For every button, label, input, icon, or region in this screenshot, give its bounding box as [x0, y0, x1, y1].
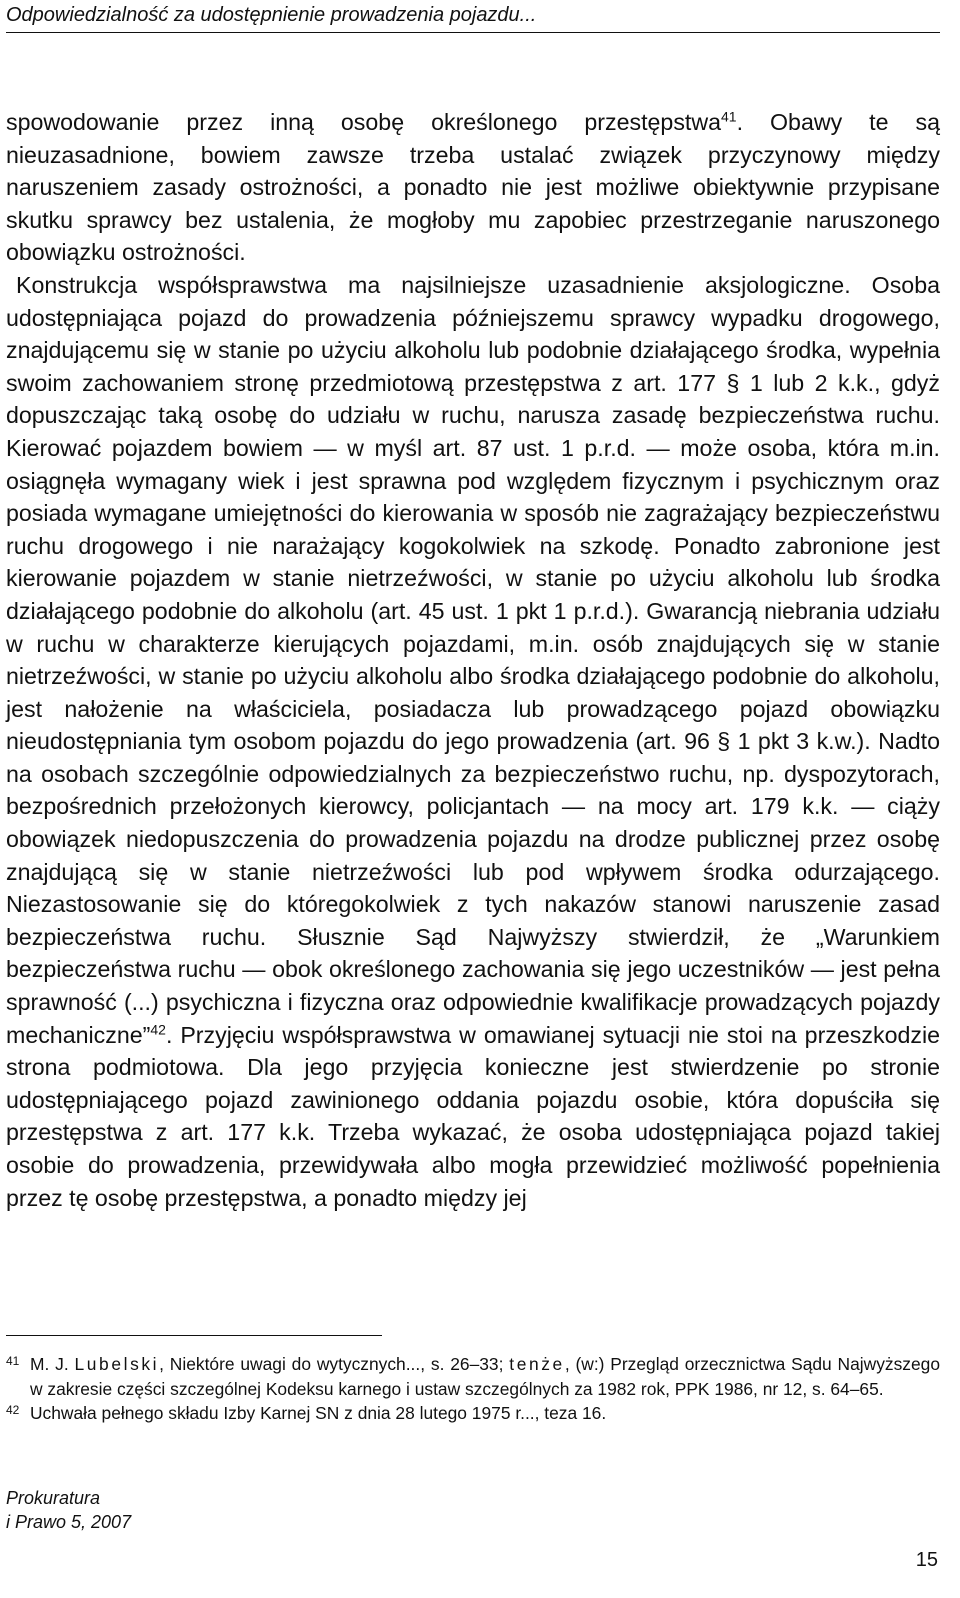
paragraph-2-text-d: . Przyjęciu współsprawstwa w omawianej sytuacji nie stoi na przeszkodzie strona podmiotowa. Dla jego przyjęcia konieczne jest stwierdzenie po stronie udostępniającego pojazd zawinionego oddania pojazdu osobie, która dopuściła się przestępstwa z art. 177 k.k. Trzeba wykazać, że osoba udostępniająca pojazd takiej osobie do prowadzenia, przewidywała albo mogła przewidzieć możliwość popełnienia przez tę osobę przestępstwa, a ponadto między jej	[6, 1021, 940, 1211]
footnote-41-tenze: tenże	[509, 1354, 565, 1374]
journal-issue: i Prawo 5, 2007	[6, 1512, 132, 1532]
journal-footer	[6, 1486, 131, 1534]
paragraph-1-text-a: spowodowanie przez inną osobę określonego przestępstwa	[6, 109, 722, 135]
footnote-41-part-b: , Niektóre uwagi do wytycznych..., s. 26–33;	[159, 1354, 510, 1374]
paragraph-2-text-c: 1 pkt 3 k.w.). Nadto na osobach szczególnie odpowiedzialnych za bezpieczeństwo ruchu, np. dyspozytorach, bezpośrednich przełożonych kierowcy, policjantach — na mocy art. 179 k.k. — ciąży obowiązek niedopuszczenia do prowadzenia pojazdu na drodze publicznej przez osobę znajdującą się w stanie nietrzeźwości lub pod wpływem środka odurzającego. Niezastosowanie się do któregokolwiek z tych nakazów stanowi naruszenie zasad bezpieczeństwa ruchu. Słusznie Sąd Najwyższy stwierdził, że „Warunkiem bezpieczeństwa ruchu — obok określonego zachowania się jego uczestników — jest pełna sprawność (...) psychiczna i fizyczna oraz odpowiednie kwalifikacje prowadzących pojazdy mechaniczne”	[6, 728, 940, 1048]
footnote-41-part-a: M. J.	[30, 1354, 75, 1374]
footnote-text: Uchwała pełnego składu Izby Karnej SN z dnia 28 lutego 1975 r..., teza 16.	[30, 1403, 607, 1424]
footnote-ref-42: 42	[150, 1020, 166, 1037]
footnote-42	[6, 1401, 940, 1426]
footnote-number: 42	[6, 1403, 20, 1418]
footnote-number: 41	[6, 1354, 20, 1368]
footnote-rule	[6, 1335, 382, 1336]
footnote-41-author: Lubelski	[74, 1354, 160, 1374]
paragraph-1	[6, 106, 940, 269]
section-sign: §	[717, 728, 731, 755]
page-number: 15	[915, 1549, 938, 1571]
footnote-41-part-c: , (w:) Przegląd orzecznictwa Sądu Najwyższego w zakresie części szczególnej Kodeksu karnego i ustaw szczególnych za 1982 rok, PPK 1986, nr 12, s. 64–65.	[30, 1354, 940, 1399]
section-sign: §	[726, 369, 740, 396]
paragraph-2-text-b: 1 lub 2 k.k., gdyż dopuszczając taką osobę do udziału w ruchu, narusza zasadę bezpieczeństwa ruchu. Kierować pojazdem bowiem — w myśl art. 87 ust. 1 p.r.d. — może osoba, która m.in. osiągnęła wymagany wiek i jest sprawna pod względem fizycznym i psychicznym oraz posiada wymagane umiejętności do kierowania w sposób nie zagrażający bezpieczeństwu ruchu drogowego i nie narażający kogokolwiek na szkodę. Ponadto zabronione jest kierowanie pojazdem w stanie nietrzeźwości, w stanie po użyciu alkoholu lub środka działającego podobnie do alkoholu (art. 45 ust. 1 pkt 1 p.r.d.). Gwarancją niebrania udziału w ruchu w charakterze kierujących pojazdami, m.in. osób znajdujących się w stanie nietrzeźwości, w stanie po użyciu alkoholu albo środka działającego podobnie do alkoholu, jest nałożenie na właściciela, posiadacza lub prowadzącego pojazd obowiązku nieudostępniania tym osobom pojazdu do jego prowadzenia (art. 96	[6, 369, 940, 755]
journal-name: Prokuratura	[6, 1488, 101, 1508]
footnote-41	[6, 1352, 940, 1401]
paragraph-2-text-a: Konstrukcja współsprawstwa ma najsilniejsze uzasadnienie aksjologiczne. Osoba udostępniająca pojazd do prowadzenia późniejszemu sprawcy wypadku drogowego, znajdującemu się w stanie po użyciu alkoholu lub podobnie działającego środka, wypełnia swoim zachowaniem stronę przedmiotową przestępstwa z art. 177	[6, 271, 940, 396]
footnote-ref-41: 41	[721, 108, 737, 125]
paragraph-2	[6, 269, 940, 1214]
footnote-text	[30, 1352, 940, 1401]
header-rule	[6, 32, 940, 33]
footnotes	[6, 1352, 940, 1426]
paragraph-1-text-b: . Obawy te są nieuzasadnione, bowiem zawsze trzeba ustalać związek przyczynowy między naruszeniem zasady ostrożności, a ponadto nie jest możliwe obiektywnie przypisane skutku sprawcy bez ustalenia, że mogłoby mu zapobiec przestrzeganie naruszonego obowiązku ostrożności.	[6, 109, 940, 266]
running-header: Odpowiedzialność za udostępnienie prowadzenia pojazdu...	[6, 4, 537, 26]
main-text	[6, 106, 940, 1214]
